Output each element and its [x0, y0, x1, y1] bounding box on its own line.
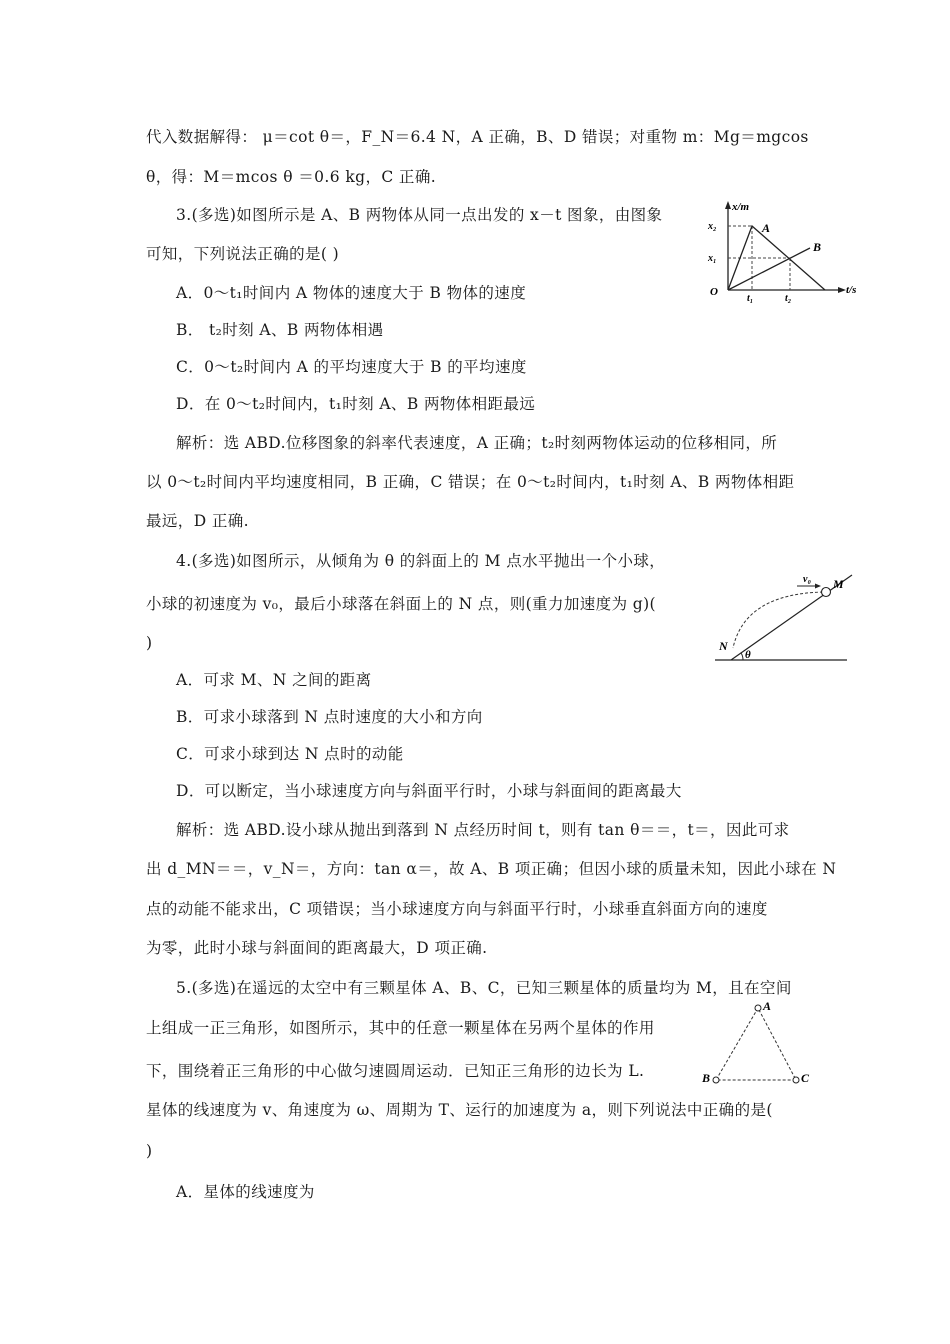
- q5-stem-cont-3: 星体的线速度为 v、角速度为 ω、周期为 T、运行的加速度为 a，则下列说法中正确的是(: [146, 1101, 773, 1119]
- x2-label: x₂: [708, 221, 717, 232]
- q5-stem-cont-2: 下，围绕着正三角形的中心做匀速圆周运动．已知正三角形的边长为 L.: [146, 1062, 645, 1080]
- q3-solution-1: 解析：选 ABD.位移图象的斜率代表速度，A 正确；t₂时刻两物体运动的位移相同，所: [176, 434, 778, 452]
- origin-label: O: [710, 286, 718, 298]
- line-a-label: A: [762, 221, 771, 235]
- line-a: [728, 226, 825, 290]
- q3-stem-cont: 可知，下列说法正确的是( ): [146, 245, 340, 263]
- x-axis-arrow: [838, 287, 846, 293]
- q4-solution-4: 为零，此时小球与斜面间的距离最大，D 项正确.: [146, 939, 488, 957]
- q5-stem-paren: ): [146, 1142, 153, 1160]
- t1-label: t₁: [747, 293, 754, 304]
- star-b: [713, 1077, 719, 1083]
- star-a: [755, 1005, 761, 1011]
- text-line-1: 代入数据解得： μ＝cot θ＝，F_N＝6.4 N，A 正确，B、D 错误；对重物 m：Mg＝mgcos: [146, 128, 809, 146]
- q4-stem-cont: 小球的初速度为 v₀，最后小球落在斜面上的 N 点，则(重力加速度为 g)(: [146, 595, 657, 613]
- q3-option-b: B． t₂时刻 A、B 两物体相遇: [176, 321, 384, 339]
- q4-option-a: A．可求 M、N 之间的距离: [176, 671, 372, 689]
- q3-stem: 3.(多选)如图所示是 A、B 两物体从同一点出发的 x－t 图象，由图象: [176, 206, 663, 224]
- q5-stem-cont-1: 上组成一正三角形，如图所示，其中的任意一颗星体在另两个星体的作用: [146, 1019, 655, 1037]
- ball-icon: [822, 588, 831, 597]
- y-axis-arrow: [725, 201, 731, 209]
- incline-figure: [705, 570, 865, 665]
- q4-option-c: C．可求小球到达 N 点时的动能: [176, 745, 404, 763]
- star-c: [793, 1077, 799, 1083]
- q4-option-d: D．可以断定，当小球速度方向与斜面平行时，小球与斜面间的距离最大: [176, 782, 682, 800]
- q3-option-c: C．0～t₂时间内 A 的平均速度大于 B 的平均速度: [176, 358, 527, 376]
- q3-solution-3: 最远，D 正确.: [146, 512, 249, 530]
- star-a-label: A: [763, 999, 772, 1013]
- q3-option-d: D．在 0～t₂时间内，t₁时刻 A、B 两物体相距最远: [176, 395, 536, 413]
- q4-stem: 4.(多选)如图所示，从倾角为 θ 的斜面上的 M 点水平抛出一个小球，: [176, 552, 666, 570]
- xt-graph-figure: [700, 198, 870, 304]
- point-m-label: M: [833, 577, 844, 591]
- q4-option-b: B．可求小球落到 N 点时速度的大小和方向: [176, 708, 483, 726]
- trajectory-path: [733, 592, 823, 648]
- triangle-outline: [716, 1008, 796, 1080]
- q4-solution-2: 出 d_MN＝＝，v_N＝，方向：tan α＝，故 A、B 项正确；但因小球的质量未知，因此小球在 N: [146, 860, 837, 878]
- star-c-label: C: [801, 1071, 810, 1085]
- theta-arc: [741, 653, 743, 660]
- y-axis-label: x/m: [732, 201, 750, 213]
- line-b-label: B: [813, 240, 822, 254]
- q5-option-a: A．星体的线速度为: [176, 1183, 315, 1201]
- q4-stem-paren: ): [146, 634, 153, 652]
- star-b-label: B: [702, 1071, 711, 1085]
- q3-solution-2: 以 0～t₂时间内平均速度相同，B 正确，C 错误；在 0～t₂时间内，t₁时刻 A、B 两物体相距: [146, 473, 795, 491]
- line-b: [728, 248, 810, 290]
- t2-label: t₂: [785, 293, 792, 304]
- velocity-arrowhead: [815, 584, 821, 589]
- v0-label: v₀: [803, 574, 811, 585]
- q4-solution-1: 解析：选 ABD.设小球从抛出到落到 N 点经历时间 t，则有 tan θ＝＝，t＝，因此可求: [176, 821, 790, 839]
- text-line-2: θ，得：M＝mcos θ ＝0.6 kg，C 正确.: [146, 168, 437, 186]
- point-n-label: N: [719, 639, 728, 653]
- triangle-figure: [700, 998, 815, 1088]
- q5-stem: 5.(多选)在遥远的太空中有三颗星体 A、B、C，已知三颗星体的质量均为 M，且在空间: [176, 979, 792, 997]
- q3-option-a: A．0～t₁时间内 A 物体的速度大于 B 物体的速度: [176, 284, 527, 302]
- q4-solution-3: 点的动能不能求出，C 项错误；当小球速度方向与斜面平行时，小球垂直斜面方向的速度: [146, 900, 768, 918]
- x-axis-label: t/s: [846, 284, 857, 296]
- x1-label: x₁: [708, 253, 717, 264]
- theta-label: θ: [745, 649, 751, 661]
